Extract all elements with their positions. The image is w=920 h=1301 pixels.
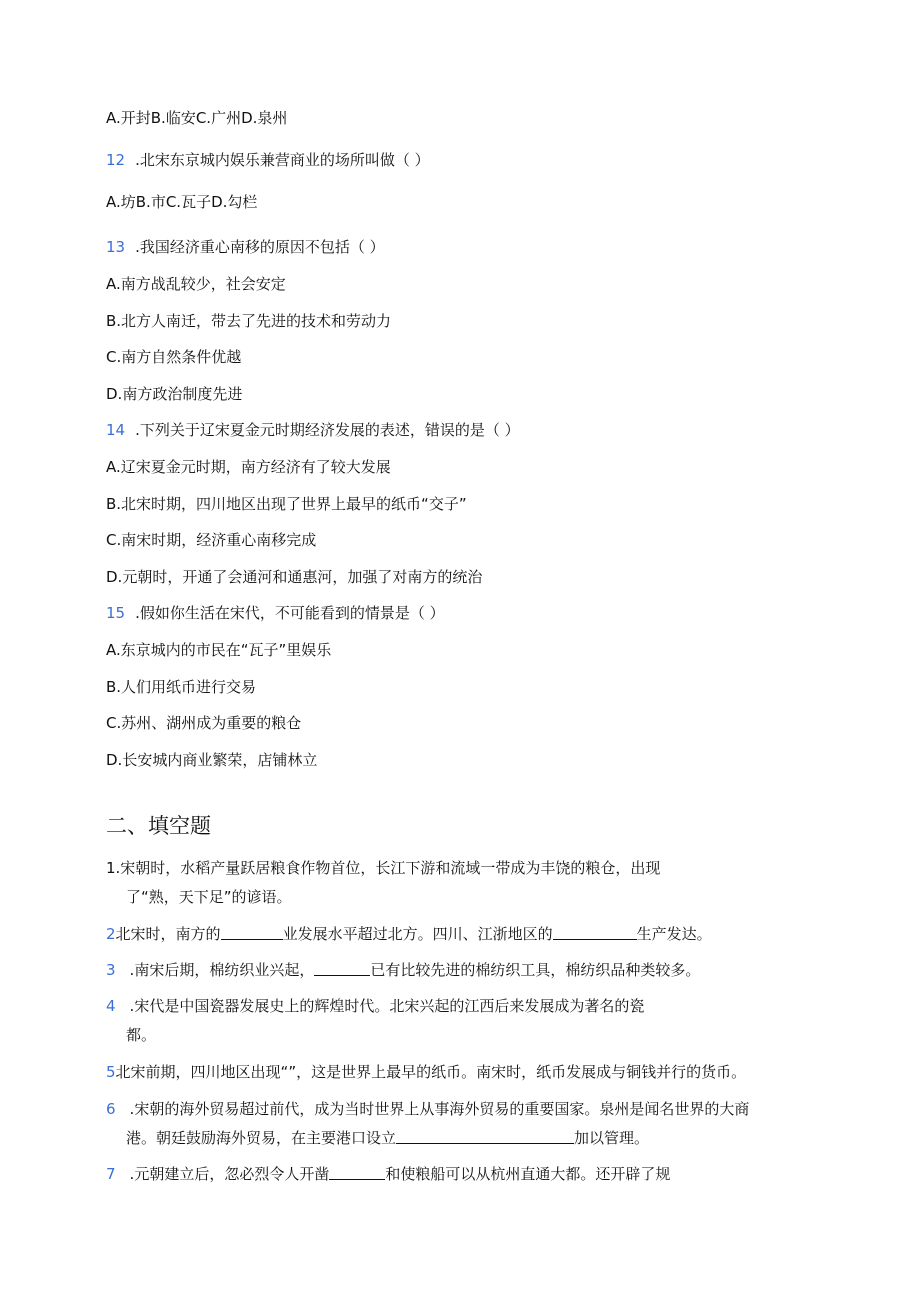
question-15 xyxy=(106,603,445,623)
option-d: D.长安城内商业繁荣，店铺林立 xyxy=(106,751,318,769)
question-number: 7 xyxy=(106,1165,116,1183)
question-number: 12 xyxy=(106,151,126,169)
question-13 xyxy=(106,237,385,257)
fill-2 xyxy=(106,924,712,944)
question-14 xyxy=(106,420,520,440)
fill-4 xyxy=(106,996,644,1016)
text-segment: 北宋前期，四川地区出现“”，这是世界上最早的纸币。南宋时，纸币发展成与铜钱并行的货币。 xyxy=(115,1063,747,1081)
option-a: A.东京城内的市民在“瓦子”里娱乐 xyxy=(106,641,332,659)
question-number: 5 xyxy=(106,1063,116,1081)
fill-4-line2: 都。 xyxy=(126,1026,157,1044)
text-segment: 北宋时，南方的 xyxy=(115,925,221,943)
text-segment: 港。朝廷鼓励海外贸易，在主要港口设立 xyxy=(126,1129,397,1147)
text-segment: .南宋后期，棉纺织业兴起， xyxy=(129,961,315,979)
answer-blank[interactable] xyxy=(329,1165,385,1180)
fill-3 xyxy=(106,960,700,980)
question-12 xyxy=(106,150,430,170)
text-segment: 加以管理。 xyxy=(574,1129,650,1147)
section-heading-fill-in: 二、填空题 xyxy=(106,814,211,838)
question-stem: .下列关于辽宋夏金元时期经济发展的表述，错误的是（ ） xyxy=(135,421,520,439)
fill-6 xyxy=(106,1099,749,1119)
q12-options: A.坊B.市C.瓦子D.勾栏 xyxy=(106,193,258,211)
question-stem: .我国经济重心南移的原因不包括（ ） xyxy=(135,238,385,256)
fill-7 xyxy=(106,1164,670,1184)
answer-blank[interactable] xyxy=(314,961,370,976)
question-stem: .北宋东京城内娱乐兼营商业的场所叫做（ ） xyxy=(135,151,430,169)
q11-options: A.开封B.临安C.广州D.泉州 xyxy=(106,109,288,127)
text-segment: .宋朝的海外贸易超过前代，成为当时世界上从事海外贸易的重要国家。泉州是闻名世界的大商 xyxy=(129,1100,750,1118)
question-number: 15 xyxy=(106,604,126,622)
question-number: 3 xyxy=(106,961,116,979)
fill-1-line1: 1.宋朝时，水稻产量跃居粮食作物首位，长江下游和流域一带成为丰饶的粮仓，出现 xyxy=(106,859,661,877)
text-segment: .宋代是中国瓷器发展史上的辉煌时代。北宋兴起的江西后来发展成为著名的瓷 xyxy=(129,997,645,1015)
option-a: A.辽宋夏金元时期，南方经济有了较大发展 xyxy=(106,458,391,476)
question-number: 14 xyxy=(106,421,126,439)
question-number: 2 xyxy=(106,925,116,943)
question-number: 6 xyxy=(106,1100,116,1118)
text-segment: .元朝建立后，忽必烈令人开凿 xyxy=(129,1165,330,1183)
text-segment: 和使粮船可以从杭州直通大都。还开辟了规 xyxy=(385,1165,671,1183)
answer-blank[interactable] xyxy=(396,1129,574,1144)
fill-5 xyxy=(106,1062,746,1082)
option-b: B.人们用纸币进行交易 xyxy=(106,678,257,696)
option-a: A.南方战乱较少，社会安定 xyxy=(106,275,286,293)
option-c: C.苏州、湖州成为重要的粮仓 xyxy=(106,714,302,732)
question-number: 4 xyxy=(106,997,116,1015)
question-stem: .假如你生活在宋代，不可能看到的情景是（ ） xyxy=(135,604,445,622)
option-d: D.南方政治制度先进 xyxy=(106,385,243,403)
answer-blank[interactable] xyxy=(553,925,637,940)
option-c: C.南宋时期，经济重心南移完成 xyxy=(106,531,317,549)
fill-1-line2: 了“熟，天下足”的谚语。 xyxy=(126,888,292,906)
text-segment: 已有比较先进的棉纺织工具，棉纺织品种类较多。 xyxy=(370,961,701,979)
question-number: 13 xyxy=(106,238,126,256)
option-b: B.北方人南迁，带去了先进的技术和劳动力 xyxy=(106,312,392,330)
answer-blank[interactable] xyxy=(221,925,283,940)
option-d: D.元朝时，开通了会通河和通惠河，加强了对南方的统治 xyxy=(106,568,483,586)
option-b: B.北宋时期，四川地区出现了世界上最早的纸币“交子” xyxy=(106,495,467,513)
text-segment: 业发展水平超过北方。四川、江浙地区的 xyxy=(282,925,553,943)
text-segment: 生产发达。 xyxy=(636,925,712,943)
option-c: C.南方自然条件优越 xyxy=(106,348,242,366)
fill-6-line2 xyxy=(126,1128,649,1148)
